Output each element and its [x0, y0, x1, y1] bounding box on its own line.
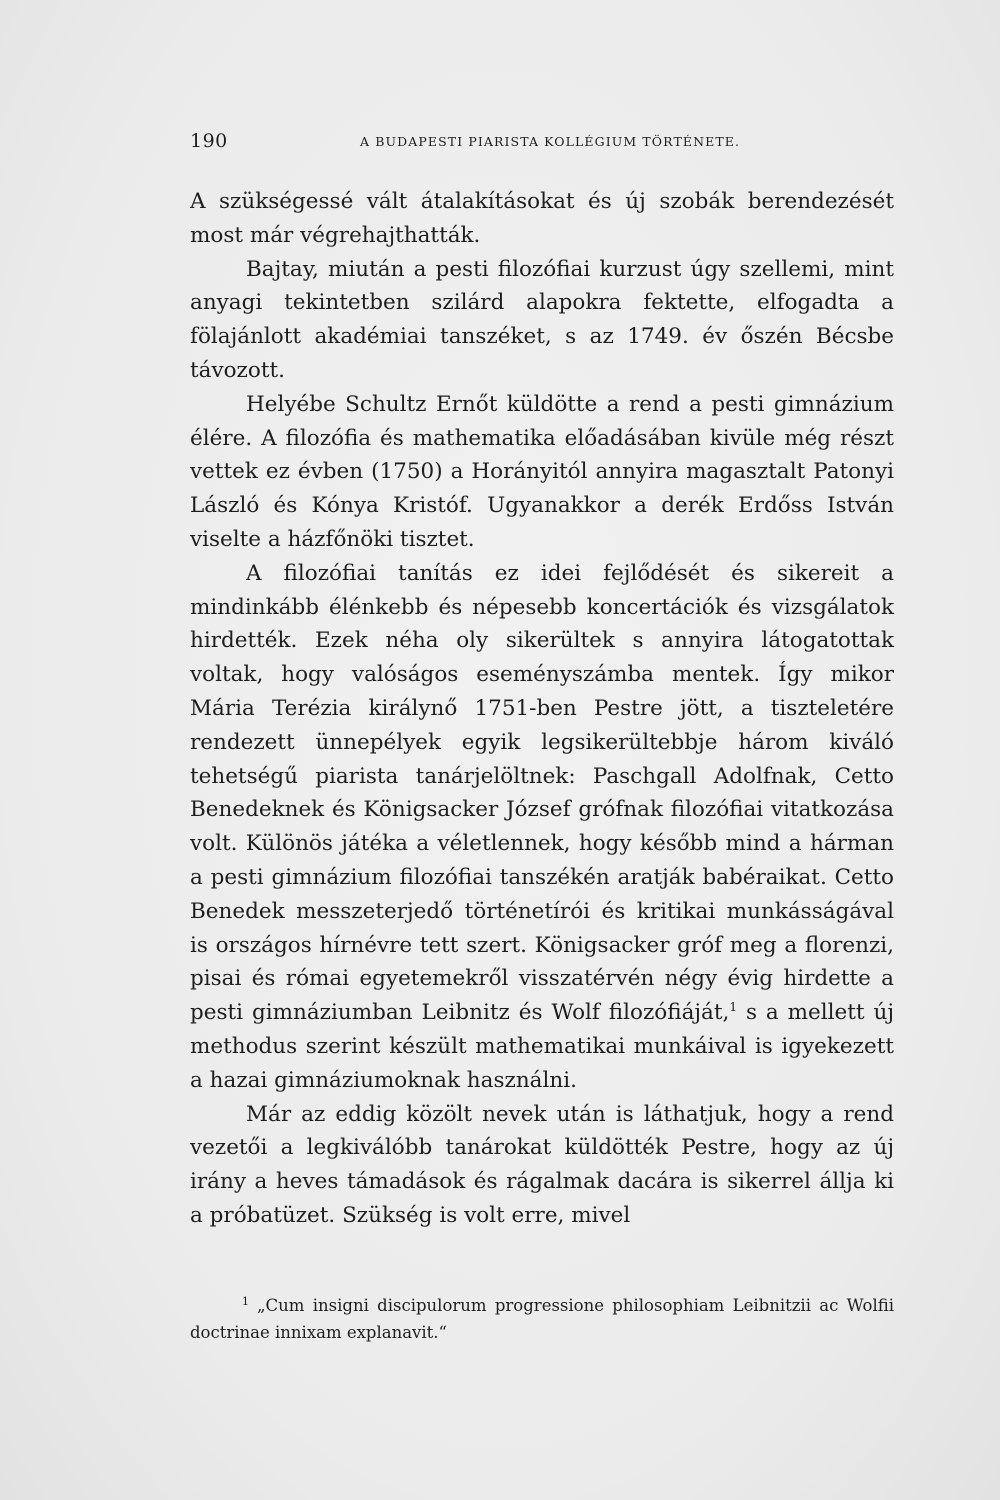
page-header [190, 130, 894, 158]
paragraph-5: Már az eddig közölt nevek után is láthatjuk, hogy a rend vezetői a legkiválóbb tanárokat küldötték Pestre, hogy az új irány a heves támadások és rágalmak dacára is sikerrel állja ki a próbatüzet. Szükség is volt erre, mivel [190, 1101, 894, 1228]
page-number: 190 [190, 130, 228, 152]
paragraph-4-text-after-note: s a mellett új methodus szerint készült mathematikai munkáival is igyekezett a hazai gimnáziumoknak használni. [190, 1000, 894, 1093]
paragraph-2: Bajtay, miután a pesti filozófiai kurzust úgy szellemi, mint anyagi tekintetben szilárd alapokra fektette, elfogadta a fölajánlott akadémiai tanszéket, s az 1749. év őszén Bécsbe távozott. [190, 256, 894, 383]
paragraph-4-text-before-note: A filozófiai tanítás ez idei fejlődését és sikereit a mindinkább élénkebb és népesebb koncertációk és vizsgálatok hirdették. Ezek néha oly sikerültek s annyira látogatottak voltak, hogy valóságos eseményszámba mentek. Így mikor Mária Terézia királynő 1751-ben Pestre jött, a tiszteletére rendezett ünnepélyek egyik legsikerültebbje három kiváló tehetségű piarista tanárjelöltnek: Paschgall Adolfnak, Cetto Benedeknek és Königsacker József grófnak filozófiai vitatkozása volt. Különös játéka a véletlennek, hogy később mind a hárman a pesti gimnázium filozófiai tanszékén aratják babéraikat. Cetto Benedek messzeterjedő történetírói és kritikai munkásságával is országos hírnévre tett szert. Königsacker gróf meg a florenzi, pisai és római egyetemekről visszatérvén négy évig hirdette a pesti gimnáziumban Leibnitz és Wolf filozófiáját, [190, 560, 894, 1026]
footnote-reference[interactable]: 1 [729, 999, 737, 1014]
paragraph-4 [190, 557, 894, 1098]
paragraph-1: A szükségessé vált átalakításokat és új szobák berendezését most már végrehajthatták. [190, 189, 894, 248]
running-title: A BUDAPESTI PIARISTA KOLLÉGIUM TÖRTÉNETE. [360, 134, 741, 149]
footnote [190, 1292, 894, 1346]
footnote-text: „Cum insigni discipulorum progressione philosophiam Leibnitzii ac Wolfii doctrinae innixam explanavit.“ [190, 1296, 894, 1342]
footnote-mark: 1 [242, 1294, 249, 1308]
paragraph-3: Helyébe Schultz Ernőt küldötte a rend a pesti gimnázium élére. A filozófia és mathematika előadásában kivüle még részt vettek ez évben (1750) a Horányitól annyira magasztalt Patonyi László és Kónya Kristóf. Ugyanakkor a derék Erdőss István viselte a házfőnöki tisztet. [190, 391, 894, 552]
body-text [190, 185, 894, 1233]
